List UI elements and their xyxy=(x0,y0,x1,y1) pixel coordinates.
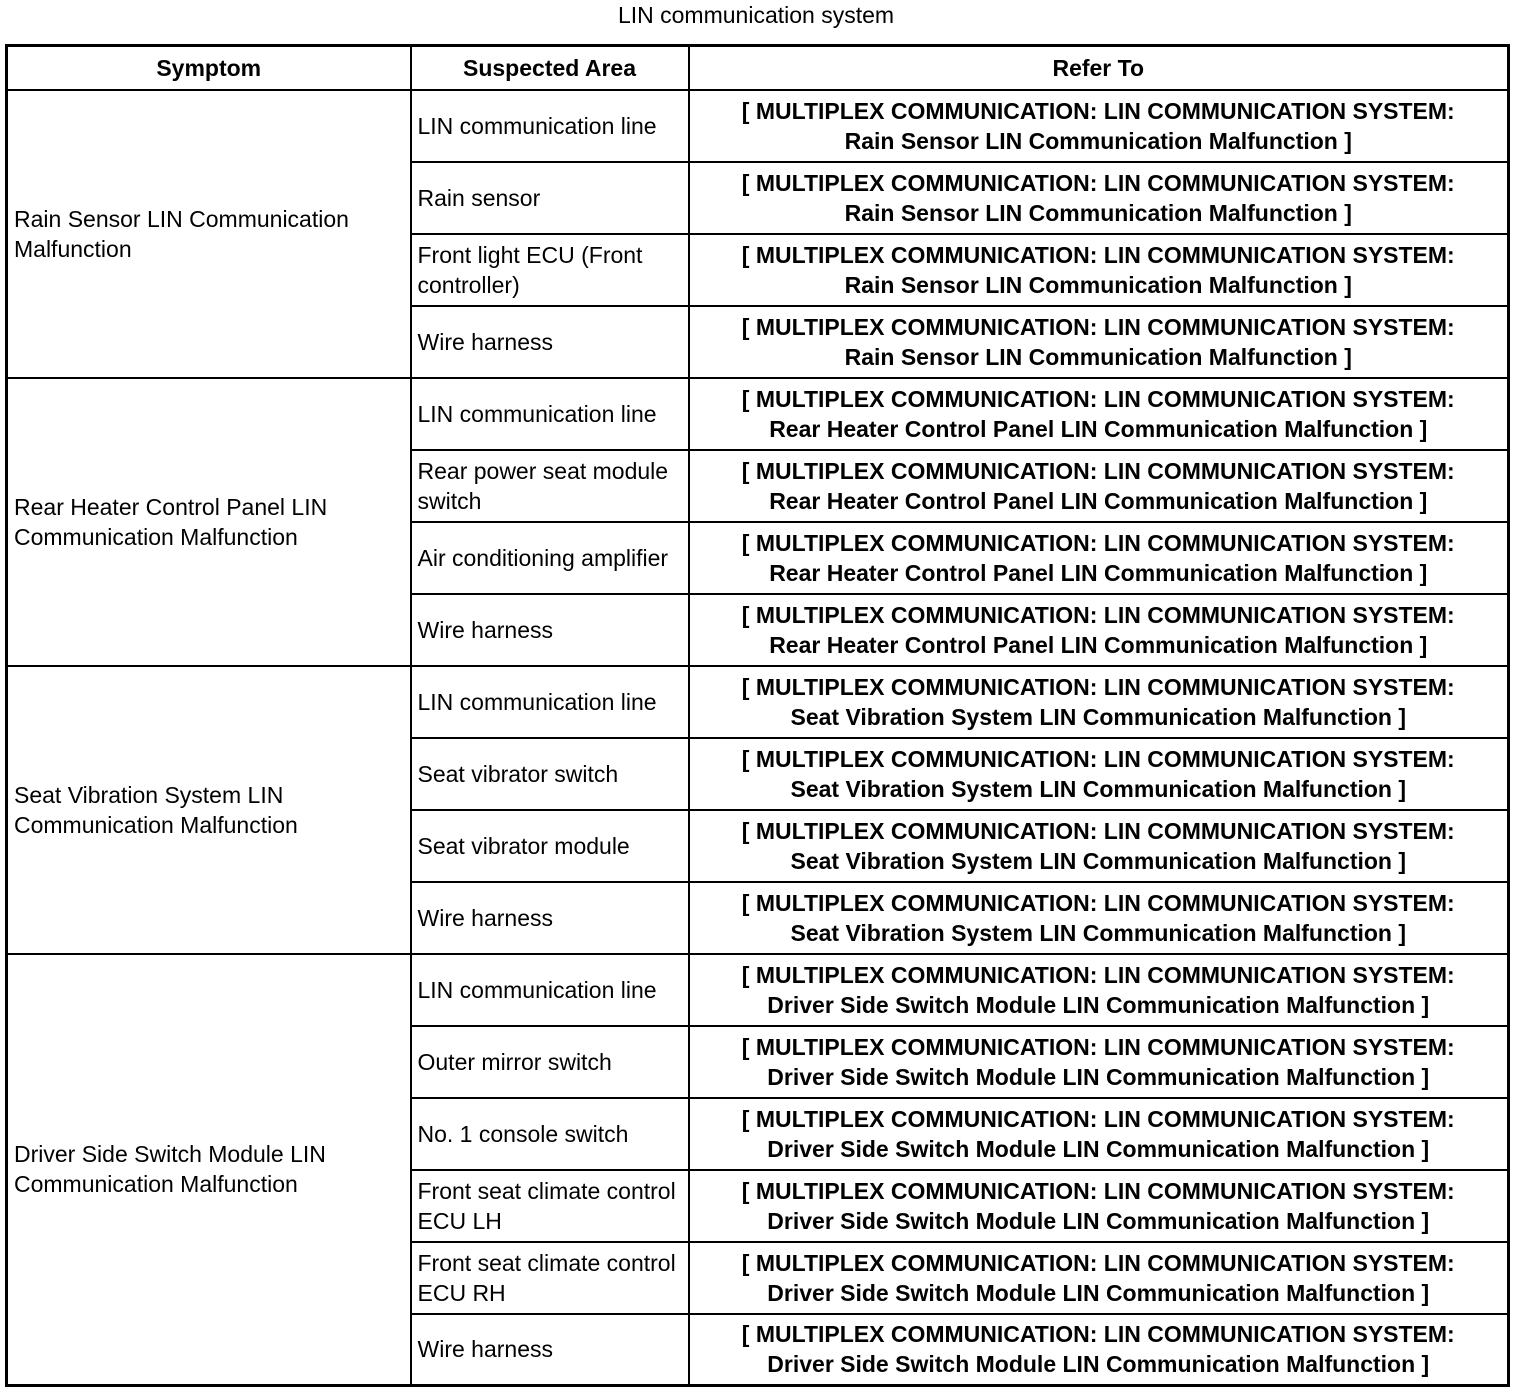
refer-to-line: [ MULTIPLEX COMMUNICATION: LIN COMMUNICATION SYSTEM: xyxy=(741,529,1455,556)
suspected-area-cell: No. 1 console switch xyxy=(411,1098,689,1170)
refer-to-cell[interactable] xyxy=(689,234,1509,306)
suspected-area-cell: Wire harness xyxy=(411,306,689,378)
refer-to-line: Rear Heater Control Panel LIN Communication Malfunction ] xyxy=(769,631,1428,658)
refer-to-line: [ MULTIPLEX COMMUNICATION: LIN COMMUNICATION SYSTEM: xyxy=(741,97,1455,124)
refer-to-line: Rain Sensor LIN Communication Malfunction ] xyxy=(844,199,1352,226)
refer-to-cell[interactable] xyxy=(689,522,1509,594)
refer-to-line: Driver Side Switch Module LIN Communication Malfunction ] xyxy=(767,1135,1430,1162)
refer-to-cell[interactable] xyxy=(689,90,1509,162)
refer-to-cell[interactable] xyxy=(689,450,1509,522)
symptom-cell: Driver Side Switch Module LIN Communication Malfunction xyxy=(7,954,411,1386)
table-body xyxy=(7,90,1509,1386)
table-row xyxy=(7,954,1509,1026)
suspected-area-cell: Front light ECU (Front controller) xyxy=(411,234,689,306)
suspected-area-cell: Seat vibrator module xyxy=(411,810,689,882)
refer-to-line: [ MULTIPLEX COMMUNICATION: LIN COMMUNICATION SYSTEM: xyxy=(741,1033,1455,1060)
refer-to-line: Seat Vibration System LIN Communication Malfunction ] xyxy=(790,703,1407,730)
refer-to-line: Driver Side Switch Module LIN Communication Malfunction ] xyxy=(767,1207,1430,1234)
refer-to-line: [ MULTIPLEX COMMUNICATION: LIN COMMUNICATION SYSTEM: xyxy=(741,241,1455,268)
refer-to-line: Seat Vibration System LIN Communication Malfunction ] xyxy=(790,775,1407,802)
refer-to-cell[interactable] xyxy=(689,1098,1509,1170)
refer-to-cell[interactable] xyxy=(689,1314,1509,1386)
suspected-area-cell: Wire harness xyxy=(411,1314,689,1386)
symptom-cell: Rain Sensor LIN Communication Malfunction xyxy=(7,90,411,378)
refer-to-cell[interactable] xyxy=(689,1170,1509,1242)
refer-to-line: Seat Vibration System LIN Communication Malfunction ] xyxy=(790,847,1407,874)
refer-to-line: Seat Vibration System LIN Communication Malfunction ] xyxy=(790,919,1407,946)
suspected-area-cell: Rain sensor xyxy=(411,162,689,234)
refer-to-line: [ MULTIPLEX COMMUNICATION: LIN COMMUNICATION SYSTEM: xyxy=(741,601,1455,628)
refer-to-line: [ MULTIPLEX COMMUNICATION: LIN COMMUNICATION SYSTEM: xyxy=(741,1105,1455,1132)
refer-to-line: Rear Heater Control Panel LIN Communication Malfunction ] xyxy=(769,487,1428,514)
refer-to-line: [ MULTIPLEX COMMUNICATION: LIN COMMUNICATION SYSTEM: xyxy=(741,817,1455,844)
refer-to-cell[interactable] xyxy=(689,810,1509,882)
refer-to-cell[interactable] xyxy=(689,594,1509,666)
refer-to-line: [ MULTIPLEX COMMUNICATION: LIN COMMUNICATION SYSTEM: xyxy=(741,457,1455,484)
refer-to-cell[interactable] xyxy=(689,306,1509,378)
refer-to-line: Driver Side Switch Module LIN Communication Malfunction ] xyxy=(767,1351,1430,1378)
table-caption: LIN communication system xyxy=(617,2,895,28)
header-suspected-area: Suspected Area xyxy=(411,46,689,90)
table-row xyxy=(7,90,1509,162)
suspected-area-cell: Wire harness xyxy=(411,882,689,954)
refer-to-line: [ MULTIPLEX COMMUNICATION: LIN COMMUNICATION SYSTEM: xyxy=(741,961,1455,988)
suspected-area-cell: Seat vibrator switch xyxy=(411,738,689,810)
refer-to-line: Driver Side Switch Module LIN Communication Malfunction ] xyxy=(767,991,1430,1018)
suspected-area-cell: Air conditioning amplifier xyxy=(411,522,689,594)
refer-to-cell[interactable] xyxy=(689,738,1509,810)
table-row xyxy=(7,666,1509,738)
refer-to-line: [ MULTIPLEX COMMUNICATION: LIN COMMUNICATION SYSTEM: xyxy=(741,313,1455,340)
refer-to-line: [ MULTIPLEX COMMUNICATION: LIN COMMUNICATION SYSTEM: xyxy=(741,1321,1455,1348)
refer-to-cell[interactable] xyxy=(689,378,1509,450)
header-row xyxy=(7,46,1509,90)
refer-to-cell[interactable] xyxy=(689,1242,1509,1314)
suspected-area-cell: Front seat climate control ECU RH xyxy=(411,1242,689,1314)
symptom-table xyxy=(5,44,1510,1387)
refer-to-line: Rear Heater Control Panel LIN Communication Malfunction ] xyxy=(769,415,1428,442)
suspected-area-cell: Wire harness xyxy=(411,594,689,666)
header-symptom: Symptom xyxy=(7,46,411,90)
suspected-area-cell: LIN communication line xyxy=(411,90,689,162)
refer-to-cell[interactable] xyxy=(689,1026,1509,1098)
refer-to-line: [ MULTIPLEX COMMUNICATION: LIN COMMUNICATION SYSTEM: xyxy=(741,385,1455,412)
symptom-cell: Rear Heater Control Panel LIN Communication Malfunction xyxy=(7,378,411,666)
refer-to-line: Rain Sensor LIN Communication Malfunction ] xyxy=(844,271,1352,298)
suspected-area-cell: LIN communication line xyxy=(411,378,689,450)
refer-to-line: Rain Sensor LIN Communication Malfunction ] xyxy=(844,127,1352,154)
refer-to-line: [ MULTIPLEX COMMUNICATION: LIN COMMUNICATION SYSTEM: xyxy=(741,1249,1455,1276)
suspected-area-cell: LIN communication line xyxy=(411,666,689,738)
table-row xyxy=(7,378,1509,450)
suspected-area-cell: Rear power seat module switch xyxy=(411,450,689,522)
refer-to-line: Driver Side Switch Module LIN Communication Malfunction ] xyxy=(767,1279,1430,1306)
symptom-cell: Seat Vibration System LIN Communication Malfunction xyxy=(7,666,411,954)
refer-to-cell[interactable] xyxy=(689,162,1509,234)
refer-to-line: [ MULTIPLEX COMMUNICATION: LIN COMMUNICATION SYSTEM: xyxy=(741,745,1455,772)
suspected-area-cell: LIN communication line xyxy=(411,954,689,1026)
refer-to-line: Rain Sensor LIN Communication Malfunction ] xyxy=(844,343,1352,370)
suspected-area-cell: Front seat climate control ECU LH xyxy=(411,1170,689,1242)
refer-to-line: Rear Heater Control Panel LIN Communication Malfunction ] xyxy=(769,559,1428,586)
refer-to-line: [ MULTIPLEX COMMUNICATION: LIN COMMUNICATION SYSTEM: xyxy=(741,1177,1455,1204)
refer-to-line: [ MULTIPLEX COMMUNICATION: LIN COMMUNICATION SYSTEM: xyxy=(741,889,1455,916)
refer-to-cell[interactable] xyxy=(689,666,1509,738)
suspected-area-cell: Outer mirror switch xyxy=(411,1026,689,1098)
refer-to-line: [ MULTIPLEX COMMUNICATION: LIN COMMUNICATION SYSTEM: xyxy=(741,169,1455,196)
header-refer-to: Refer To xyxy=(689,46,1509,90)
refer-to-line: Driver Side Switch Module LIN Communication Malfunction ] xyxy=(767,1063,1430,1090)
refer-to-cell[interactable] xyxy=(689,882,1509,954)
refer-to-line: [ MULTIPLEX COMMUNICATION: LIN COMMUNICATION SYSTEM: xyxy=(741,673,1455,700)
refer-to-cell[interactable] xyxy=(689,954,1509,1026)
table-header xyxy=(7,46,1509,90)
